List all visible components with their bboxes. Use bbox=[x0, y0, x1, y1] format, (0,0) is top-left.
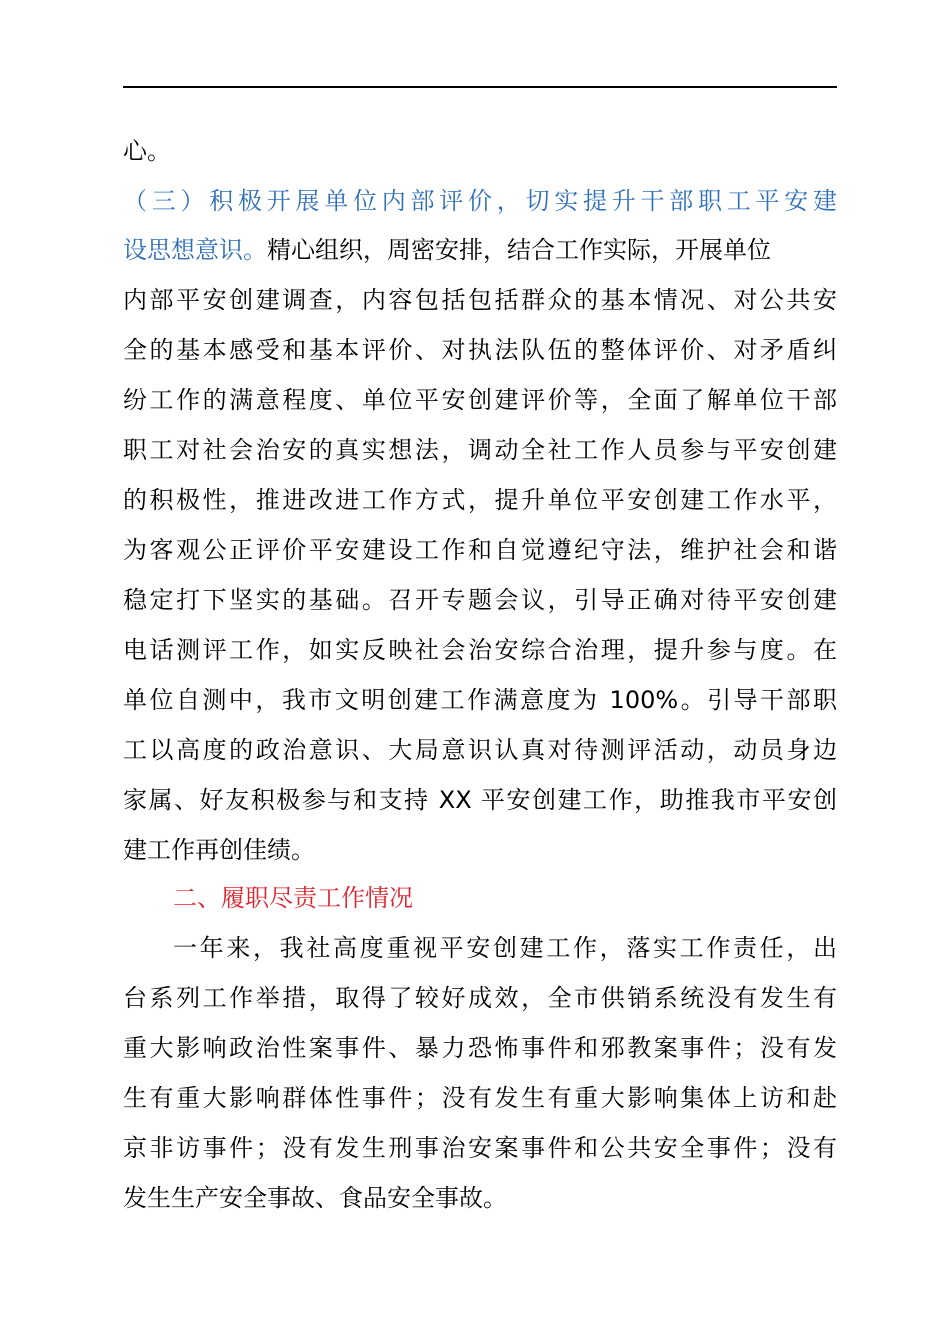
text-line: 发生生产安全事故、食品安全事故。 bbox=[123, 1184, 507, 1212]
section-heading-3: （三）积极开展单位内部评价，切实提升干部职工平安建 bbox=[123, 187, 837, 215]
text-line: 的积极性，推进改进工作方式，提升单位平安创建工作水平， bbox=[123, 486, 837, 514]
text-line: 单位自测中，我市文明创建工作满意度为 100%。引导干部职 bbox=[123, 686, 837, 714]
paragraph-text: 精心组织，周密安排，结合工作实际，开展单位 bbox=[267, 236, 771, 264]
text-line: 稳定打下坚实的基础。召开专题会议，引导正确对待平安创建 bbox=[123, 586, 837, 614]
text-line: 电话测评工作，如实反映社会治安综合治理，提升参与度。在 bbox=[123, 636, 837, 664]
header-rule bbox=[123, 86, 837, 88]
text-line: 职工对社会治安的真实想法，调动全社工作人员参与平安创建 bbox=[123, 436, 837, 464]
text-line: 心。 bbox=[123, 137, 171, 165]
text-line: 建工作再创佳绩。 bbox=[123, 836, 315, 864]
section-heading-2: 二、履职尽责工作情况 bbox=[173, 884, 413, 912]
text-line: 内部平安创建调查，内容包括包括群众的基本情况、对公共安 bbox=[123, 286, 837, 314]
text-line-mixed bbox=[123, 233, 837, 267]
text-line: 京非访事件；没有发生刑事治安案事件和公共安全事件；没有 bbox=[123, 1134, 837, 1162]
text-line: 家属、好友积极参与和支持 XX 平安创建工作，助推我市平安创 bbox=[123, 786, 837, 814]
text-line: 台系列工作举措，取得了较好成效，全市供销系统没有发生有 bbox=[123, 984, 837, 1012]
text-line: 工以高度的政治意识、大局意识认真对待测评活动，动员身边 bbox=[123, 736, 837, 764]
text-line: 一年来，我社高度重视平安创建工作，落实工作责任，出 bbox=[173, 934, 837, 962]
text-line: 全的基本感受和基本评价、对执法队伍的整体评价、对矛盾纠 bbox=[123, 336, 837, 364]
text-line: 纷工作的满意程度、单位平安创建评价等，全面了解单位干部 bbox=[123, 386, 837, 414]
text-line: 为客观公正评价平安建设工作和自觉遵纪守法，维护社会和谐 bbox=[123, 536, 837, 564]
text-line: 重大影响政治性案事件、暴力恐怖事件和邪教案事件；没有发 bbox=[123, 1034, 837, 1062]
section-heading-3-cont: 设思想意识。 bbox=[123, 236, 267, 264]
text-line: 生有重大影响群体性事件；没有发生有重大影响集体上访和赴 bbox=[123, 1084, 837, 1112]
